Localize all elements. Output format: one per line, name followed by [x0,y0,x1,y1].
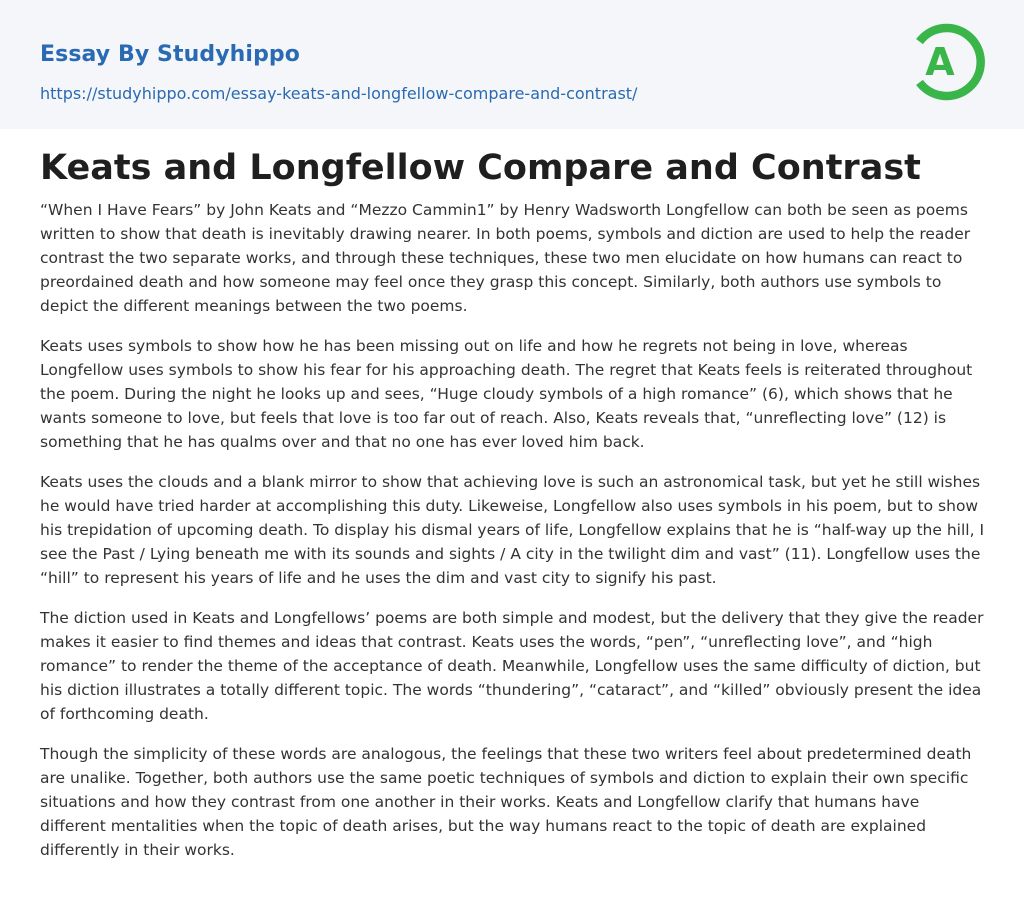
essay-paragraph-4: The diction used in Keats and Longfellows’ poems are both simple and modest, but the delivery that they give the reader makes it easier to find themes and ideas that contrast. Keats uses the words, “pen”, “unreflecting love”, and “high romance” to render the theme of the acceptance of death. Meanwhile, Longfellow uses the same difficulty of diction, but his diction illustrates a totally different topic. The words “thundering”, “cataract”, and “killed” obviously present the idea of forthcoming death. [40,609,984,723]
essay-url-link[interactable]: https://studyhippo.com/essay-keats-and-longfellow-compare-and-contrast/ [40,84,638,103]
logo-letter: A [925,40,955,84]
studyhippo-logo-icon[interactable] [910,18,988,106]
essay-paragraph-5: Though the simplicity of these words are analogous, the feelings that these two writers feel about predetermined death are unalike. Together, both authors use the same poetic techniques of symbols and diction to explain their own specific situations and how they contrast from one another in their works. Keats and Longfellow clarify that humans have different mentalities when the topic of death arises, but the way humans react to the topic of death are explained differently in their works. [40,745,972,859]
essay-paragraph-2: Keats uses symbols to show how he has been missing out on life and how he regrets not being in love, whereas Longfellow uses symbols to show his fear for his approaching death. The regret that Keats feels is reiterated throughout the poem. During the night he looks up and sees, “Huge cloudy symbols of a high romance” (6), which shows that he wants someone to love, but feels that love is too far out of reach. Also, Keats reveals that, “unreflecting love” (12) is something that he has qualms over and that no one has ever loved him back. [40,337,973,451]
essay-content [40,144,984,878]
site-name[interactable]: Essay By Studyhippo [40,42,300,67]
essay-paragraph-3: Keats uses the clouds and a blank mirror to show that achieving love is such an astronomical task, but yet he still wishes he would have tried harder at accomplishing this duty. Likeweise, Longfellow also uses symbols in his poem, but to show his trepidation of upcoming death. To display his dismal years of life, Longfellow explains that he is “half-way up the hill, I see the Past / Lying beneath me with its sounds and sights / A city in the twilight dim and vast” (11). Longfellow uses the “hill” to represent his years of life and he uses the dim and vast city to signify his past. [40,473,985,587]
essay-title: Keats and Longfellow Compare and Contrast [40,148,921,188]
site-header [0,0,1024,129]
essay-paragraph-1: “When I Have Fears” by John Keats and “Mezzo Cammin1” by Henry Wadsworth Longfellow can both be seen as poems written to show that death is inevitably drawing nearer. In both poems, symbols and diction are used to help the reader contrast the two separate works, and through these techniques, these two men elucidate on how humans can react to preordained death and how someone may feel once they grasp this concept. Similarly, both authors use symbols to depict the different meanings between the two poems. [40,201,971,315]
